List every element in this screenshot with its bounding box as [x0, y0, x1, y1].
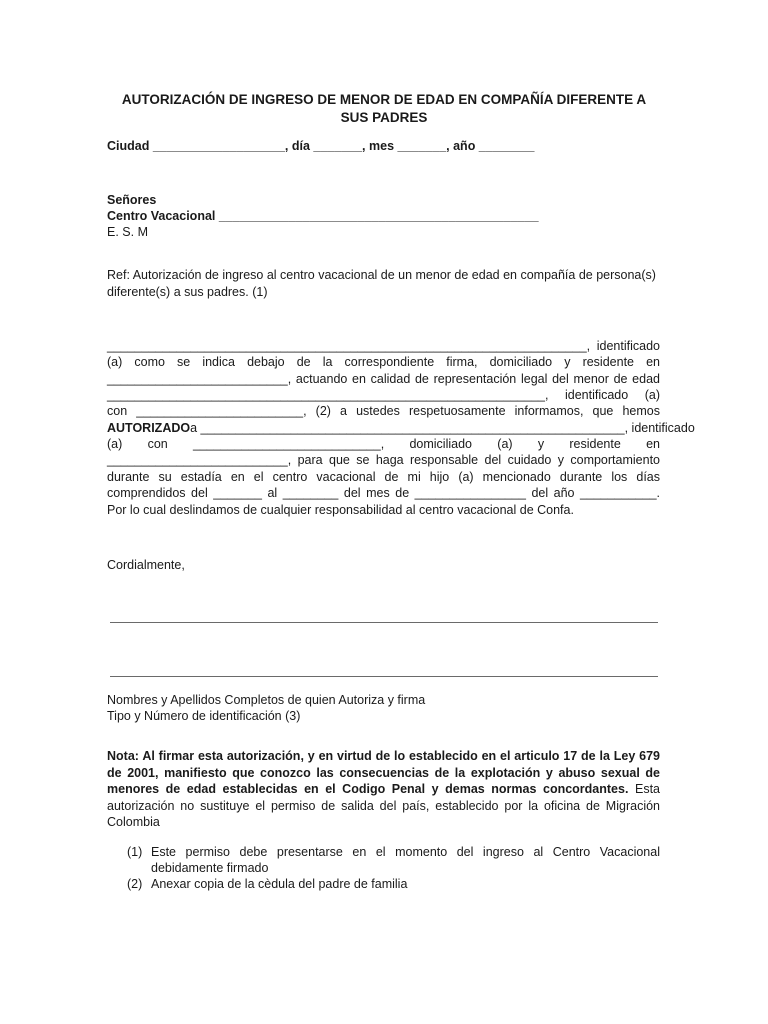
addressee-greeting: Señores: [107, 193, 157, 207]
footnote-text: Anexar copia de la cèdula del padre de familia: [151, 877, 408, 892]
signature-label-id: Tipo y Número de identificación (3): [107, 709, 301, 723]
closing: Cordialmente,: [107, 558, 185, 572]
footnote-item: [127, 844, 660, 876]
body-line-5: con ________________________, (2) a ustedes respetuosamente informamos, que hemos: [107, 404, 660, 418]
body-line-3: __________________________, actuando en calidad de representación legal del menor de edad: [107, 372, 660, 386]
body-line-8: __________________________, para que se haga responsable del cuidado y comportamiento: [107, 453, 660, 467]
ref-line-2: diferente(s) a sus padres. (1): [107, 285, 268, 299]
signature-label-name: Nombres y Apellidos Completos de quien Autoriza y firma: [107, 693, 426, 707]
body-line-6: [107, 420, 695, 436]
document-title: [106, 91, 662, 127]
ref-line-1: Ref: Autorización de ingreso al centro vacacional de un menor de edad en compañía de persona(s): [107, 268, 656, 282]
body-line-1: _____________________________________________________________________, identificado: [107, 339, 660, 353]
addressee-esm: E. S. M: [107, 225, 148, 239]
note-normal-text: Esta autorización no sustituye el permiso de salida del país, establecido por la oficina de Migración Colombia: [107, 782, 660, 829]
body-line-10: comprendidos del _______ al ________ del mes de ________________ del año ___________.: [107, 486, 660, 500]
id-line: [110, 676, 658, 677]
body-line-4: _______________________________________________________________, identificado (a): [107, 388, 660, 402]
autorizado-label: AUTORIZADO: [107, 421, 191, 435]
footnote-item: [127, 876, 660, 892]
body-line-9: durante su estadía en el centro vacacional de mi hijo (a) mencionado durante los días: [107, 470, 660, 484]
footnote-list: [127, 844, 660, 893]
footnote-number: (2): [127, 877, 143, 892]
addressee-center: Centro Vacacional ______________________________________________: [107, 209, 539, 223]
body-line-7: (a) con ___________________________, domiciliado (a) y residente en: [107, 437, 660, 451]
date-line: Ciudad ___________________, día _______, mes _______, año ________: [107, 139, 535, 153]
autorizado-rest: a _____________________________________________________________, identificado: [190, 421, 695, 435]
body-line-11: Por lo cual deslindamos de cualquier responsabilidad al centro vacacional de Confa.: [107, 503, 574, 517]
body-line-2: (a) como se indica debajo de la correspondiente firma, domiciliado y residente en: [107, 355, 660, 369]
note-paragraph: [107, 748, 660, 831]
footnote-number: (1): [127, 845, 143, 859]
signature-line: [110, 622, 658, 623]
title-line-1: AUTORIZACIÓN DE INGRESO DE MENOR DE EDAD EN COMPAÑÍA DIFERENTE A: [121, 92, 647, 107]
footnote-text: Este permiso debe presentarse en el momento del ingreso al Centro Vacacional debidamente firmado: [151, 845, 660, 876]
title-line-2: SUS PADRES: [340, 110, 428, 125]
note-bold-text: Nota: Al firmar esta autorización, y en virtud de lo establecido en el articulo 17 de la Ley 679 de 2001, manifiesto que conozco las consecuencias de la explotación y abuso sexual de menores de edad establecidas en el Codigo Penal y demas normas concordantes.: [107, 749, 660, 796]
